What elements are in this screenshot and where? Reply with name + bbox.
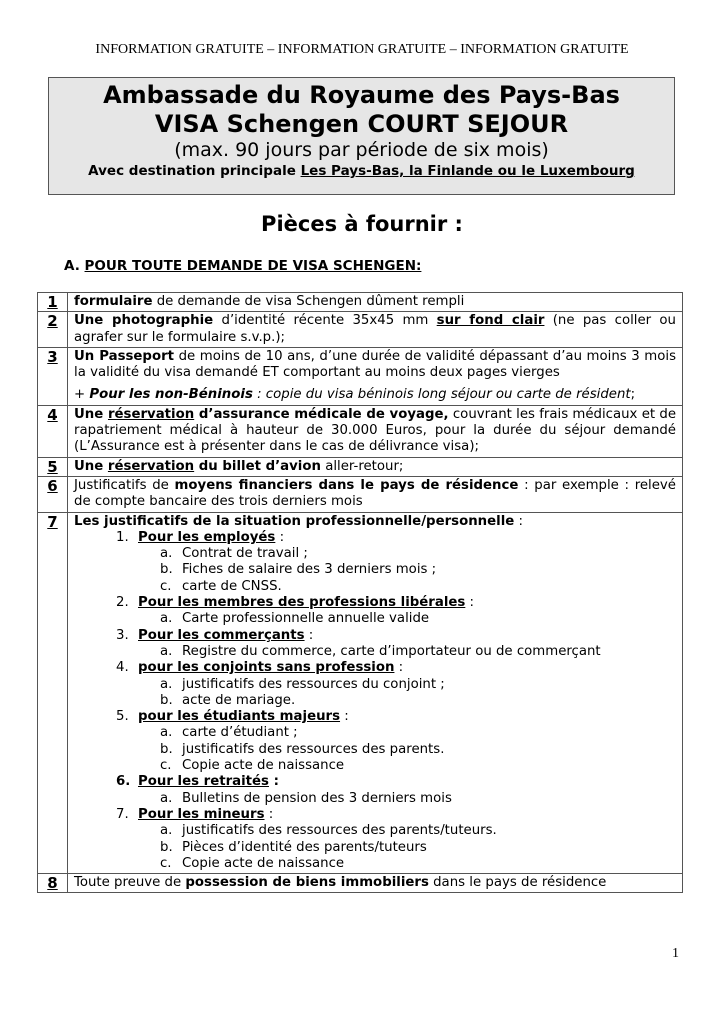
destination-prefix: Avec destination principale <box>88 163 301 179</box>
item-text: Copie acte de naissance <box>182 855 345 871</box>
category-label: pour les étudiants majeurs <box>138 709 341 725</box>
item-letter: b. <box>160 692 173 708</box>
header-banner: INFORMATION GRATUITE – INFORMATION GRATUITE – INFORMATION GRATUITE <box>95 42 629 57</box>
category-number: 3. <box>116 627 129 643</box>
bold-underlined-text: réservation <box>107 406 195 422</box>
text: ; <box>630 387 636 403</box>
justification-groups <box>74 530 676 872</box>
requirements-table <box>37 292 683 893</box>
list-item <box>74 562 676 578</box>
item-text: Pièces d’identité des parents/tuteurs <box>182 839 427 855</box>
row-number: 7 <box>38 512 68 874</box>
category-line <box>74 628 676 644</box>
item-text: Bulletins de pension des 3 derniers mois <box>182 790 452 806</box>
bold-text: d’assurance médicale de voyage, <box>194 406 449 422</box>
category-colon: : <box>340 709 349 725</box>
category-number: 2. <box>116 595 129 611</box>
row-text <box>68 874 683 893</box>
item-text: Registre du commerce, carte d’importateur ou de commerçant <box>182 643 601 659</box>
category-line <box>74 530 676 546</box>
item-letter: c. <box>160 758 172 774</box>
bold-text: possession de biens immobiliers <box>185 875 429 891</box>
page-number: 1 <box>672 946 679 961</box>
item-letter: a. <box>160 546 173 562</box>
list-item <box>74 725 676 741</box>
item-text: carte de CNSS. <box>182 578 282 594</box>
list-item <box>74 758 676 774</box>
row-paragraph-extra <box>74 387 676 403</box>
text: aller-retour; <box>320 458 404 474</box>
category-number: 7. <box>116 806 129 822</box>
bold-text: Les justificatifs de la situation professionnelle/personnelle <box>74 513 515 529</box>
list-item <box>74 644 676 660</box>
category-line <box>74 660 676 676</box>
bold-text: formulaire <box>74 294 153 309</box>
item-letter: a. <box>160 823 173 839</box>
item-letter: b. <box>160 562 173 578</box>
text: dans le pays de résidence <box>428 875 607 891</box>
table-row-5 <box>38 457 683 476</box>
bold-underlined-text: sur fond clair <box>436 313 545 329</box>
text: de moins de 10 ans, d’une durée de validité dépassant d’au moins 3 mois la validité du visa demandé ET comportant au moins deux pages vierges <box>74 348 676 381</box>
row-paragraph <box>74 349 676 382</box>
category-label: Pour les membres des professions libérales <box>138 595 466 611</box>
section-a-label: POUR TOUTE DEMANDE DE VISA SCHENGEN: <box>84 258 422 274</box>
bold-underlined-text: réservation <box>107 458 195 474</box>
bold-text: Une <box>74 458 108 474</box>
table-row-3 <box>38 347 683 405</box>
item-letter: a. <box>160 676 173 692</box>
item-letter: b. <box>160 839 173 855</box>
row-text <box>68 405 683 457</box>
section-a-heading <box>64 258 421 274</box>
category-colon: : <box>268 774 279 790</box>
page-title: Pièces à fournir : <box>261 212 463 236</box>
list-item <box>74 611 676 627</box>
item-letter: a. <box>160 790 173 806</box>
category-colon: : <box>304 627 314 643</box>
item-letter: a. <box>160 611 173 627</box>
item-letter: b. <box>160 741 173 757</box>
item-text: justificatifs des ressources des parents/tuteurs. <box>182 823 497 839</box>
row-number: 2 <box>38 312 68 348</box>
list-item <box>74 693 676 709</box>
category-line <box>74 595 676 611</box>
row-text <box>68 457 683 476</box>
bold-text: Une photographie <box>74 313 214 329</box>
list-item <box>74 840 676 856</box>
text: de demande de visa Schengen dûment rempli <box>152 294 465 309</box>
category-number: 4. <box>116 660 129 676</box>
row-text <box>68 476 683 512</box>
text: Justificatifs de <box>74 477 175 493</box>
item-text: justificatifs des ressources des parents. <box>182 741 445 757</box>
row-text <box>68 347 683 405</box>
item-letter: a. <box>160 643 173 659</box>
row-number: 8 <box>38 874 68 893</box>
justification-heading <box>74 514 676 530</box>
stay-duration: (max. 90 jours par période de six mois) <box>174 139 549 161</box>
category-colon: : <box>275 529 285 545</box>
row-text <box>68 312 683 348</box>
text: : par exemple : relevé de compte bancaire des trois derniers mois <box>74 477 676 510</box>
bold-text: Un Passeport <box>74 348 175 364</box>
category-colon: : <box>465 595 475 611</box>
embassy-header-box <box>48 77 675 195</box>
category-line <box>74 807 676 823</box>
table-row-4 <box>38 405 683 457</box>
category-line <box>74 774 676 790</box>
list-item <box>74 677 676 693</box>
list-item <box>74 791 676 807</box>
destination-line <box>49 162 674 180</box>
text: Toute preuve de <box>74 875 186 891</box>
bold-text: du billet d’avion <box>194 458 321 474</box>
destination-countries: Les Pays-Bas, la Finlande ou le Luxembourg <box>300 163 635 179</box>
row-text <box>68 293 683 312</box>
category-label: Pour les retraités <box>138 774 269 790</box>
section-a-marker: A. <box>64 258 80 274</box>
bold-text: Une <box>74 406 108 422</box>
text: : <box>514 513 524 529</box>
row-number: 5 <box>38 457 68 476</box>
item-text: Copie acte de naissance <box>182 758 345 774</box>
list-item <box>74 546 676 562</box>
item-letter: c. <box>160 578 172 594</box>
category-label: Pour les commerçants <box>138 627 305 643</box>
category-label: Pour les mineurs <box>138 806 265 822</box>
category-line <box>74 709 676 725</box>
row-number: 4 <box>38 405 68 457</box>
item-text: Fiches de salaire des 3 derniers mois ; <box>182 562 437 578</box>
list-item <box>74 856 676 872</box>
table-row-8 <box>38 874 683 893</box>
item-letter: c. <box>160 855 172 871</box>
list-item <box>74 823 676 839</box>
table-row-6 <box>38 476 683 512</box>
row-number: 3 <box>38 347 68 405</box>
text: (ne pas coller ou agrafer sur le formulaire s.v.p.); <box>74 313 676 345</box>
list-item <box>74 742 676 758</box>
item-text: acte de mariage. <box>182 692 296 708</box>
visa-type-title: VISA Schengen COURT SEJOUR <box>154 110 569 138</box>
bold-italic-text: Pour les non-Béninois <box>89 387 253 403</box>
item-letter: a. <box>160 725 173 741</box>
plus-sign: + <box>74 387 90 403</box>
item-text: carte d’étudiant ; <box>182 725 298 741</box>
category-colon: : <box>264 806 274 822</box>
embassy-title: Ambassade du Royaume des Pays-Bas <box>103 81 620 109</box>
row-text <box>68 512 683 874</box>
table-row-2 <box>38 312 683 348</box>
text: couvrant les frais médicaux et de rapatriement médical à hauteur de 30.000 Euros, pour la durée du séjour demandé (L’Assurance est à présenter dans le cas de délivrance visa); <box>74 406 676 455</box>
row-number: 1 <box>38 293 68 312</box>
bold-text: moyens financiers dans le pays de résidence <box>174 477 519 493</box>
category-number: 5. <box>116 709 129 725</box>
category-colon: : <box>394 660 404 676</box>
category-number: 1. <box>116 529 129 545</box>
category-label: Pour les employés <box>138 529 276 545</box>
table-row-7 <box>38 512 683 874</box>
list-item <box>74 579 676 595</box>
italic-text: : copie du visa béninois long séjour ou carte de résident <box>252 387 631 403</box>
row-number: 6 <box>38 476 68 512</box>
item-text: Contrat de travail ; <box>182 546 308 562</box>
category-label: pour les conjoints sans profession <box>138 660 395 676</box>
category-number: 6. <box>116 774 131 790</box>
item-text: justificatifs des ressources du conjoint ; <box>182 676 445 692</box>
text: d’identité récente 35x45 mm <box>213 313 437 329</box>
table-row-1 <box>38 293 683 312</box>
item-text: Carte professionnelle annuelle valide <box>182 611 430 627</box>
